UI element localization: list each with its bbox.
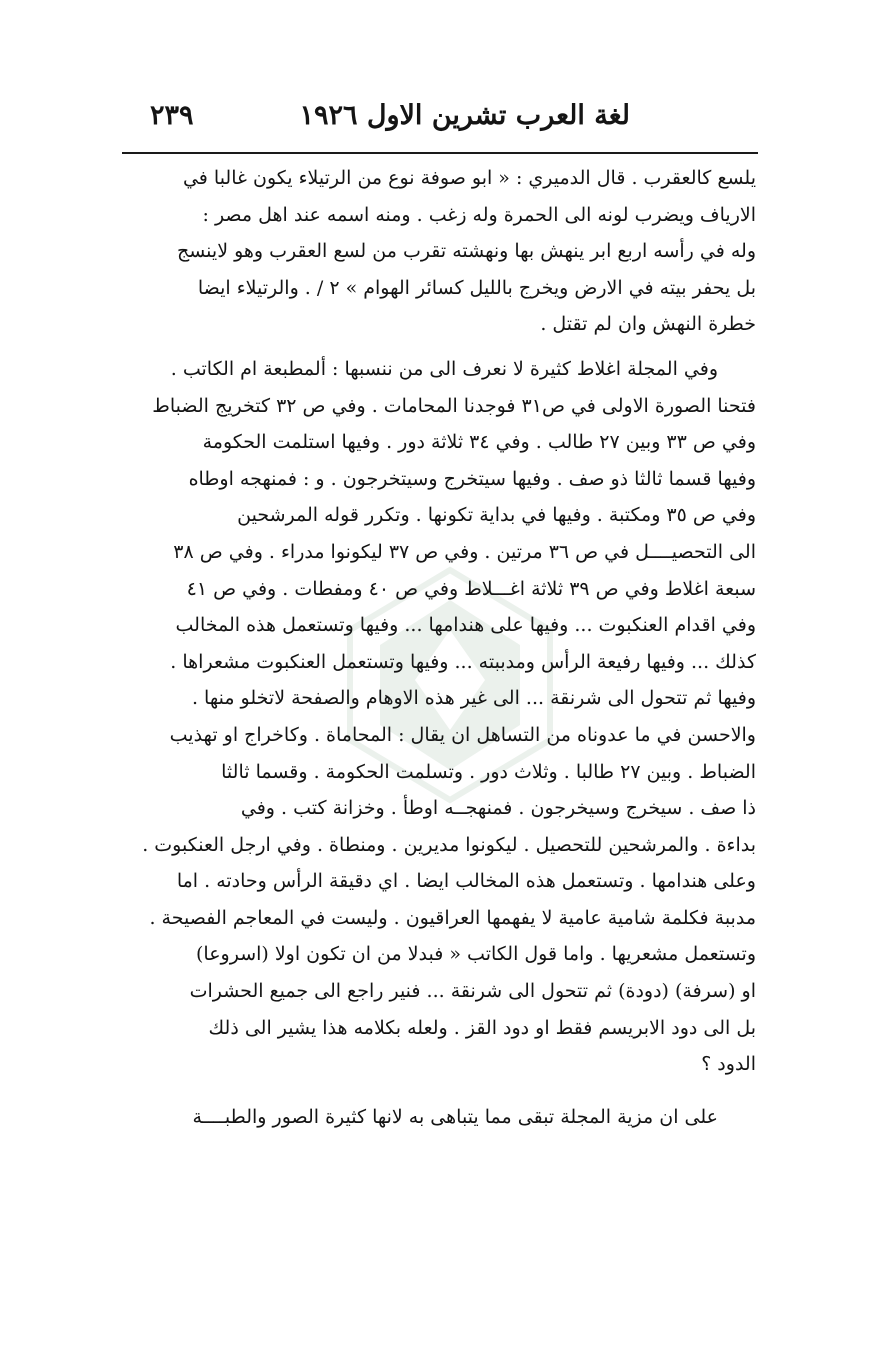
text-line: الارياف ويضرب لونه الى الحمرة وله زغب . ومنه اسمه عند اهل مصر : xyxy=(202,203,756,226)
text-line: خطرة النهش وان لم تقتل . xyxy=(540,313,756,336)
running-title: لغة العرب تشرين الاول ١٩٢٦ xyxy=(299,99,630,131)
text-line: وعلى هندامها . وتستعمل هذه المخالب ايضا . اي دقيقة الرأس وحادته . اما xyxy=(176,870,756,893)
text-line: سبعة اغلاط وفي ص ٣٩ ثلاثة اغـــلاط وفي ص ٤٠ ومفطات . وفي ص ٤١ xyxy=(186,577,756,600)
text-line: مدببة فكلمة شامية عامية لا يفهمها العراقيون . وليست في المعاجم الفصيحة . xyxy=(149,906,756,929)
text-line: وفي اقدام العنكبوت ... وفيها على هندامها ... وفيها وتستعمل هذه المخالب xyxy=(175,614,756,637)
page-number: ٢٣٩ xyxy=(150,99,194,131)
header-rule xyxy=(122,152,758,154)
text-line: كذلك ... وفيها رفيعة الرأس ومدببته ... وفيها وتستعمل العنكبوت مشعراها . xyxy=(170,650,756,673)
paragraph-start-line: على ان مزية المجلة تبقى مما يتباهى به لانها كثيرة الصور والطبــــة xyxy=(192,1105,718,1128)
text-line: بل الى دود الابريسم فقط او دود القز . ولعله بكلامه هذا يشير الى ذلك xyxy=(208,1016,756,1039)
text-line: ذا صف . سيخرج وسيخرجون . فمنهجــه اوطأ . وخزانة كتب . وفي xyxy=(240,797,756,820)
text-line: وله في رأسه اربع ابر ينهش بها ونهشته تقرب من لسع العقرب وهو لاينسج xyxy=(176,240,756,263)
text-line: بداءة . والمرشحين للتحصيل . ليكونوا مديرين . ومنطاة . وفي ارجل العنكبوت . xyxy=(142,833,756,856)
text-line: الضباط . وبين ٢٧ طالبا . وثلاث دور . وتسلمت الحكومة . وقسما ثالثا xyxy=(221,760,756,783)
text-line: الدود ؟ xyxy=(701,1053,756,1076)
text-line: وتستعمل مشعريها . واما قول الكاتب « فبدلا من ان تكون اولا (اسروعا) xyxy=(196,943,756,966)
text-line: الى التحصيــــل في ص ٣٦ مرتين . وفي ص ٣٧ ليكونوا مدراء . وفي ص ٣٨ xyxy=(173,540,756,563)
text-line: والاحسن في ما عدوناه من التساهل ان يقال : المحاماة . وكاخراج او تهذيب xyxy=(169,723,756,746)
text-line: بل يحفر بيته في الارض ويخرج بالليل كسائر الهوام » ٢ / . والرتيلاء ايضا xyxy=(197,276,756,299)
text-line: يلسع كالعقرب . قال الدميري : « ابو صوفة نوع من الرتيلاء يكون غالبا في xyxy=(182,167,756,189)
paragraph-start-line: وفي المجلة اغلاط كثيرة لا نعرف الى من ننسبها : ألمطبعة ام الكاتب . xyxy=(170,357,718,380)
text-line: وفي ص ٣٥ ومكتبة . وفيها في بداية تكونها . وتكرر قوله المرشحين xyxy=(237,504,756,527)
text-line: وفيها قسما ثالثا ذو صف . وفيها سيتخرج وسيتخرجون . و : فمنهجه اوطاه xyxy=(188,467,756,490)
page-header xyxy=(150,90,630,140)
article-body xyxy=(130,160,756,1135)
text-line: او (سرفة) (دودة) ثم تتحول الى شرنقة ... فنير راجع الى جميع الحشرات xyxy=(189,980,756,1003)
text-line: وفيها ثم تتحول الى شرنقة ... الى غير هذه الاوهام والصفحة لاتخلو منها . xyxy=(191,687,756,710)
text-line: وفي ص ٣٣ وبين ٢٧ طالب . وفي ٣٤ ثلاثة دور . وفيها استلمت الحكومة xyxy=(202,431,756,454)
text-line: فتحنا الصورة الاولى في ص٣١ فوجدنا المحامات . وفي ص ٣٢ كتخريج الضباط xyxy=(152,394,756,417)
